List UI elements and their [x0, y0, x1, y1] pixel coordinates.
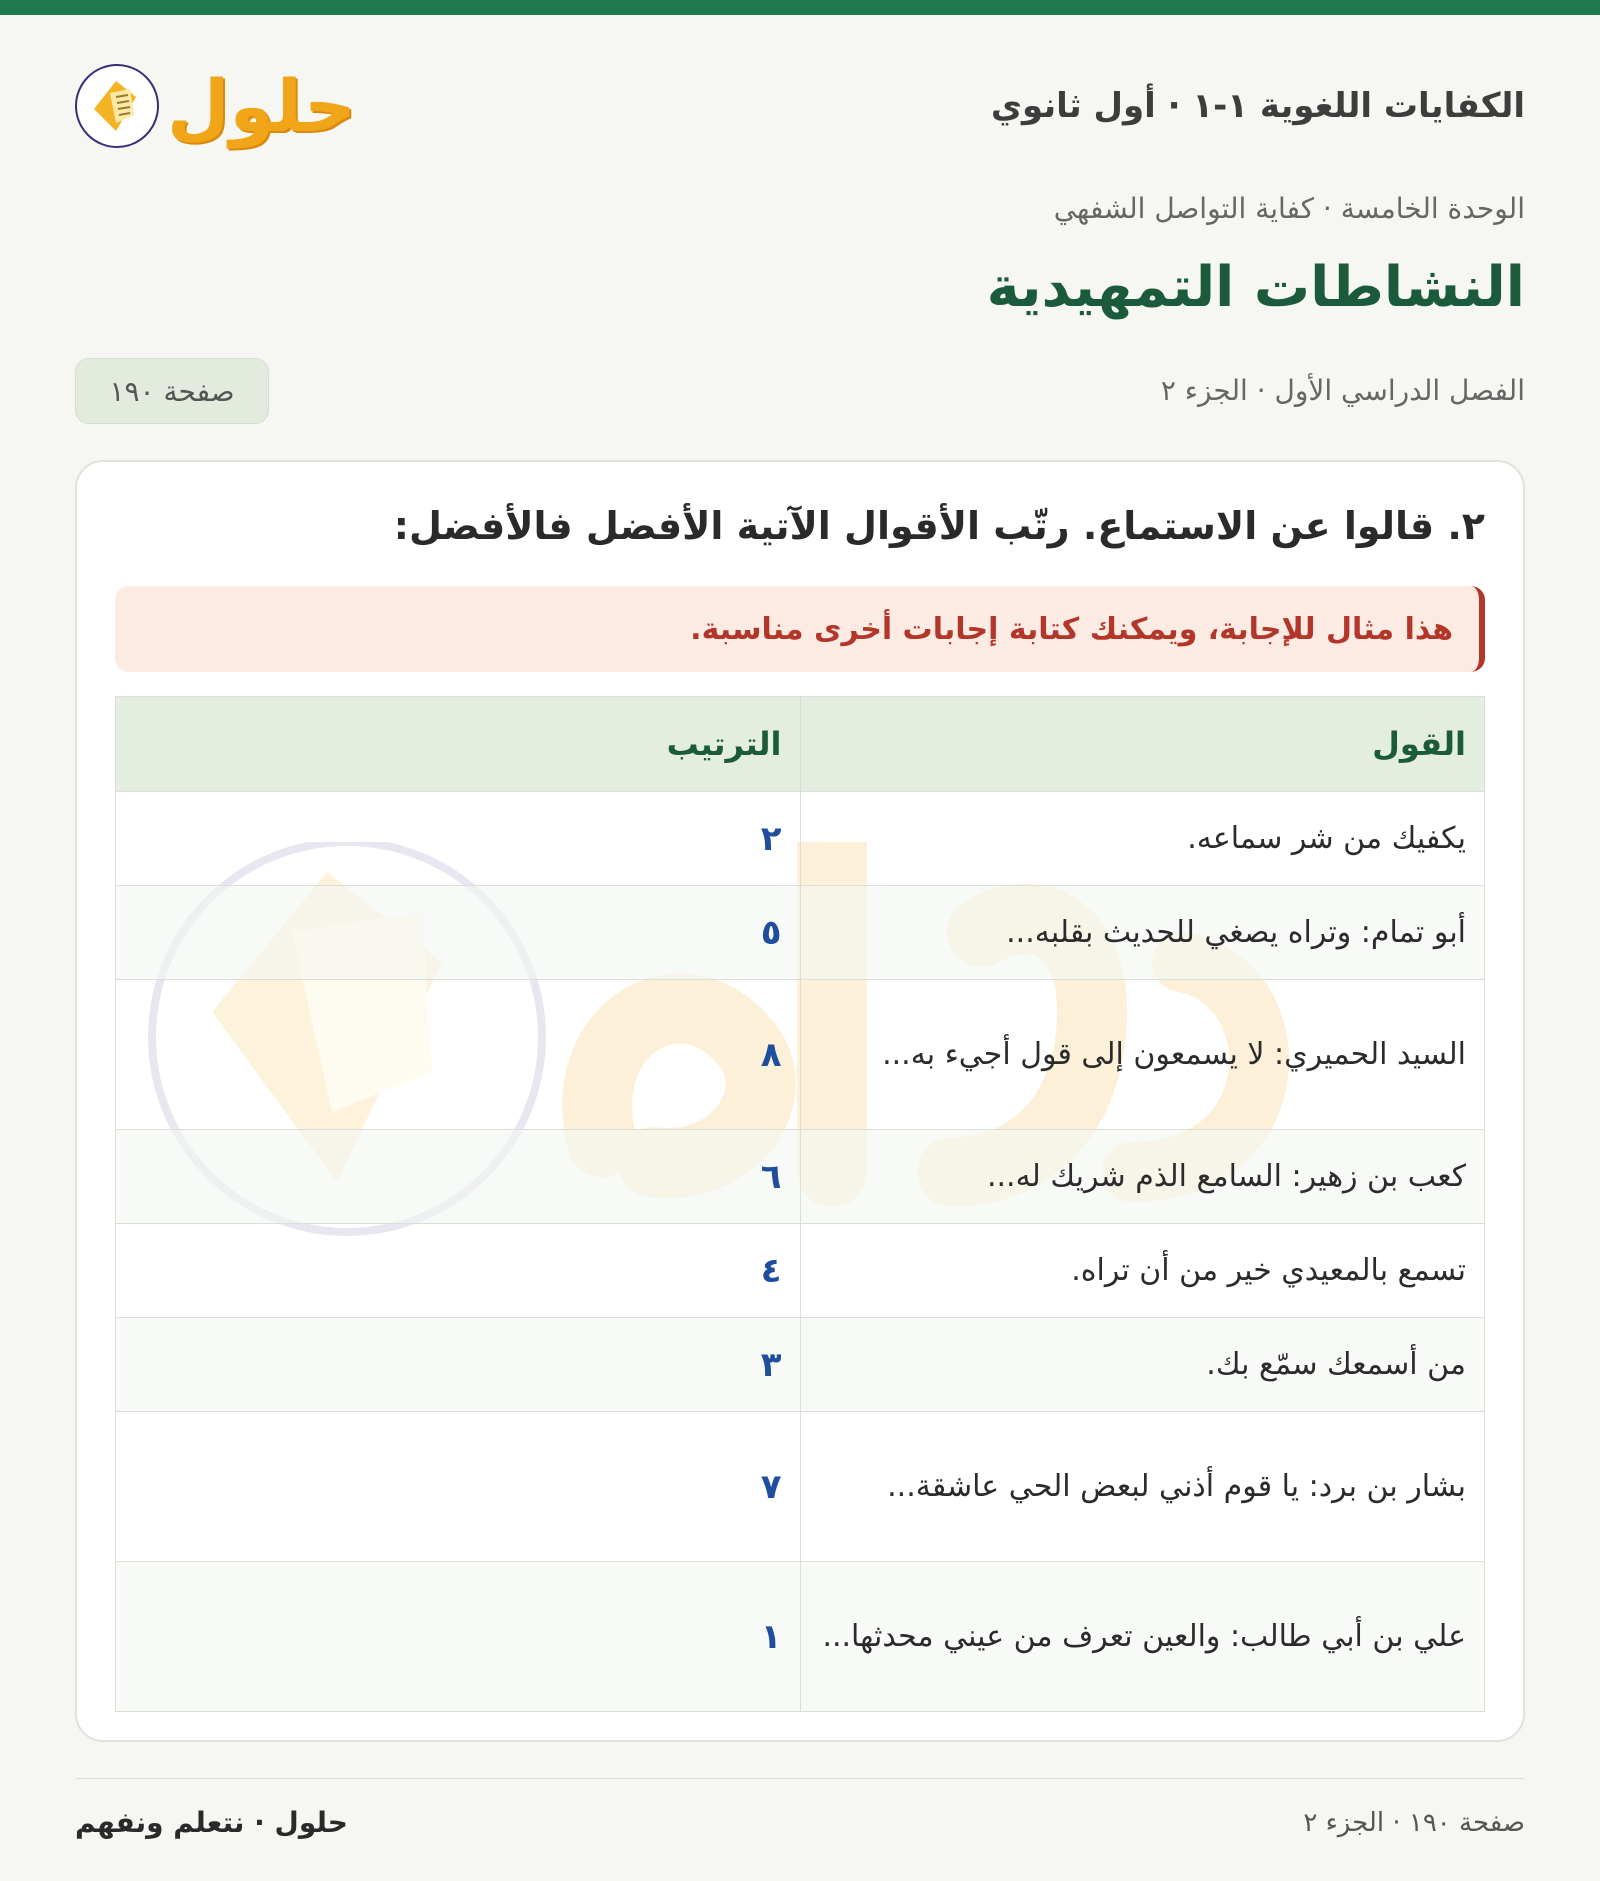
rank-cell: ٤ — [116, 1224, 801, 1318]
saying-cell: علي بن أبي طالب: والعين تعرف من عيني محدثها... — [800, 1562, 1485, 1712]
saying-cell: أبو تمام: وتراه يصغي للحديث بقلبه... — [800, 886, 1485, 980]
saying-cell: بشار بن برد: يا قوم أذني لبعض الحي عاشقة... — [800, 1412, 1485, 1562]
logo-wordmark: حلول — [167, 64, 356, 148]
saying-cell: كعب بن زهير: السامع الذم شريك له... — [800, 1130, 1485, 1224]
top-accent-bar — [0, 0, 1600, 15]
table-header-row — [116, 697, 1485, 792]
table-row — [116, 1412, 1485, 1562]
rank-cell: ٥ — [116, 886, 801, 980]
book-logo-icon — [75, 64, 159, 148]
answer-note: هذا مثال للإجابة، ويمكنك كتابة إجابات أخرى مناسبة. — [115, 586, 1485, 672]
question-card — [75, 460, 1525, 1742]
saying-cell: يكفيك من شر سماعه. — [800, 792, 1485, 886]
book-title: الكفايات اللغوية ١-١ · أول ثانوي — [990, 86, 1525, 126]
hulool-logo[interactable] — [75, 64, 356, 148]
saying-cell: السيد الحميري: لا يسمعون إلى قول أجيء به... — [800, 980, 1485, 1130]
footer-brand: حلول · نتعلم ونفهم — [75, 1806, 348, 1839]
term-line: الفصل الدراسي الأول · الجزء ٢ — [1160, 374, 1525, 407]
header-saying: القول — [800, 697, 1485, 792]
rank-cell: ٣ — [116, 1318, 801, 1412]
rank-cell: ٢ — [116, 792, 801, 886]
footer-page-info: صفحة ١٩٠ · الجزء ٢ — [1303, 1808, 1525, 1838]
page-number-badge: صفحة ١٩٠ — [75, 358, 269, 424]
table-row — [116, 1562, 1485, 1712]
table-row — [116, 1224, 1485, 1318]
rank-cell: ٦ — [116, 1130, 801, 1224]
unit-line: الوحدة الخامسة · كفاية التواصل الشفهي — [1053, 192, 1525, 225]
sayings-table — [115, 696, 1485, 1712]
rank-cell: ٧ — [116, 1412, 801, 1562]
table-row — [116, 1318, 1485, 1412]
table-row — [116, 1130, 1485, 1224]
table-row — [116, 980, 1485, 1130]
header-rank: الترتيب — [116, 697, 801, 792]
header — [75, 50, 1525, 162]
saying-cell: تسمع بالمعيدي خير من أن تراه. — [800, 1224, 1485, 1318]
question-title: ٢. قالوا عن الاستماع. رتّب الأقوال الآتية الأفضل فالأفضل: — [393, 504, 1485, 548]
rank-cell: ١ — [116, 1562, 801, 1712]
saying-cell: من أسمعك سمّع بك. — [800, 1318, 1485, 1412]
table-row — [116, 792, 1485, 886]
rank-cell: ٨ — [116, 980, 801, 1130]
page-title: النشاطات التمهيدية — [986, 255, 1525, 320]
table-row — [116, 886, 1485, 980]
footer-divider — [75, 1778, 1525, 1779]
